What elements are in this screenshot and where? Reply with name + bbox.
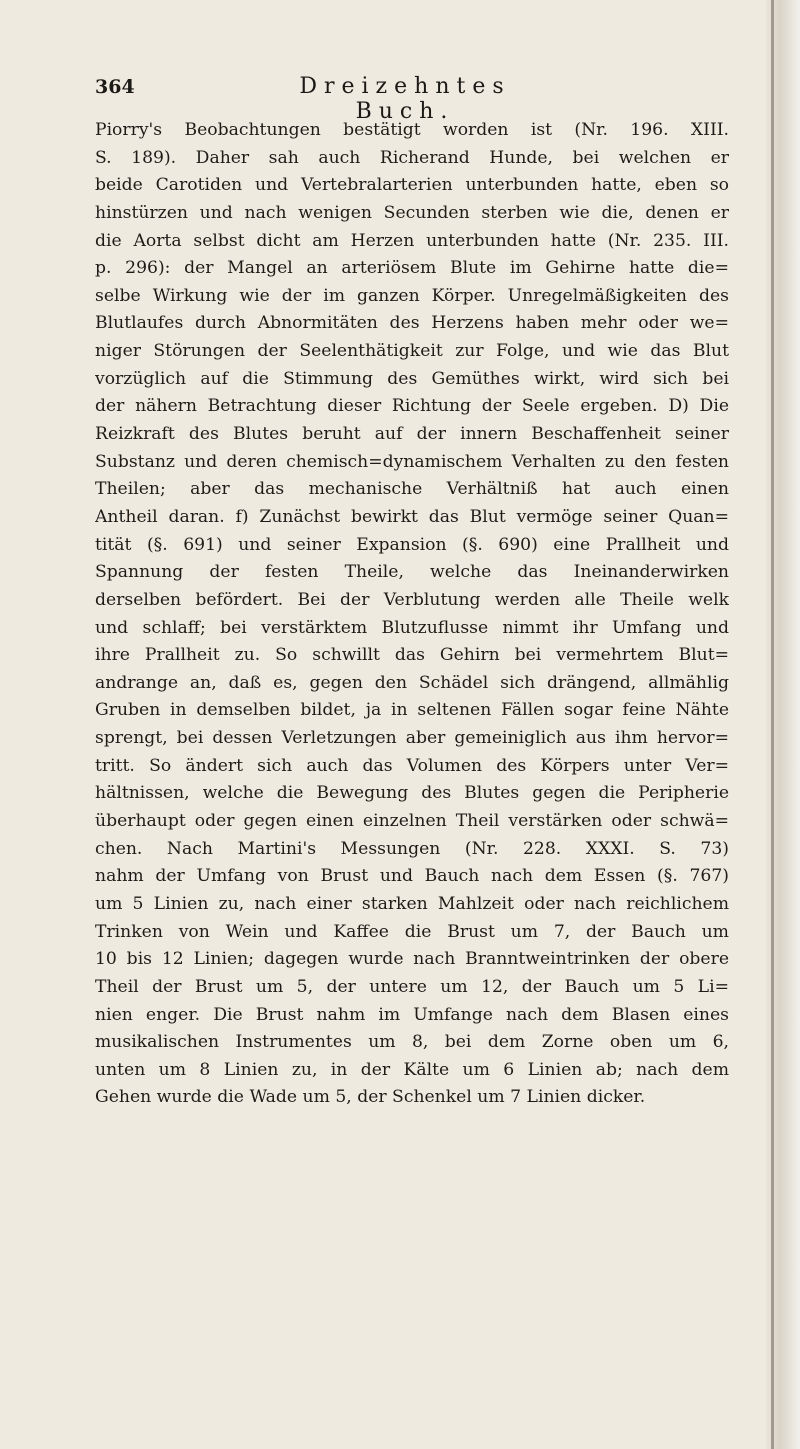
text-line: chen. Nach Martini's Messungen (Nr. 228. XXXI. S. 73)	[95, 838, 729, 859]
text-line: überhaupt oder gegen einen einzelnen Theil verstärken oder schwä=	[95, 811, 729, 832]
text-line: vorzüglich auf die Stimmung des Gemüthes wirkt, wird sich bei	[95, 368, 729, 389]
text-line: Trinken von Wein und Kaffee die Brust um 7, der Bauch um	[95, 921, 729, 942]
text-line: Blutlaufes durch Abnormitäten des Herzens haben mehr oder we=	[95, 313, 729, 334]
text-line: Spannung der festen Theile, welche das Ineinanderwirken	[95, 562, 729, 583]
text-line: musikalischen Instrumentes um 8, bei dem Zorne oben um 6,	[95, 1032, 729, 1053]
text-line: Gehen wurde die Wade um 5, der Schenkel um 7 Linien dicker.	[95, 1087, 646, 1108]
text-line: tität (§. 691) und seiner Expansion (§. 690) eine Prallheit und	[95, 534, 729, 555]
text-line: Theilen; aber das mechanische Verhältniß hat auch einen	[95, 479, 729, 500]
text-line: tritt. So ändert sich auch das Volumen des Körpers unter Ver=	[95, 755, 729, 776]
text-line: andrange an, daß es, gegen den Schädel sich drängend, allmählig	[95, 672, 729, 693]
running-head: Dreizehntes Buch.	[299, 74, 511, 124]
text-line: sprengt, bei dessen Verletzungen aber gemeiniglich aus ihm hervor=	[95, 728, 729, 749]
text-line: Gruben in demselben bildet, ja in seltenen Fällen sogar feine Nähte	[95, 700, 729, 721]
text-line: Piorry's Beobachtungen bestätigt worden ist (Nr. 196. XIII.	[95, 120, 729, 140]
text-line: niger Störungen der Seelenthätigkeit zur Folge, und wie das Blut	[95, 341, 729, 362]
text-line: um 5 Linien zu, nach einer starken Mahlzeit oder nach reichlichem	[95, 893, 729, 914]
text-line: und schlaff; bei verstärktem Blutzuflusse nimmt ihr Umfang und	[95, 617, 729, 638]
text-line: selbe Wirkung wie der im ganzen Körper. Unregelmäßigkeiten des	[95, 285, 729, 306]
text-line: Reizkraft des Blutes beruht auf der innern Beschaffenheit seiner	[95, 424, 729, 445]
body-text	[95, 117, 729, 1112]
text-line: hältnissen, welche die Bewegung des Blutes gegen die Peripherie	[95, 783, 729, 804]
text-line: derselben befördert. Bei der Verblutung werden alle Theile welk	[95, 589, 729, 610]
text-line: Substanz und deren chemisch=dynamischem Verhalten zu den festen	[95, 451, 729, 472]
page-number: 364	[95, 76, 135, 98]
text-line: unten um 8 Linien zu, in der Kälte um 6 Linien ab; nach dem	[95, 1059, 729, 1080]
text-line: 10 bis 12 Linien; dagegen wurde nach Branntweintrinken der obere	[95, 949, 729, 970]
text-line: p. 296): der Mangel an arteriösem Blute im Gehirne hatte die=	[95, 258, 729, 279]
text-line: beide Carotiden und Vertebralarterien unterbunden hatte, eben so	[95, 175, 729, 196]
text-line: nahm der Umfang von Brust und Bauch nach dem Essen (§. 767)	[95, 866, 729, 887]
text-line: Theil der Brust um 5, der untere um 12, der Bauch um 5 Li=	[95, 976, 729, 997]
page-header	[95, 70, 725, 124]
text-line: die Aorta selbst dicht am Herzen unterbunden hatte (Nr. 235. III.	[95, 230, 729, 251]
text-line: Antheil daran. f) Zunächst bewirkt das Blut vermöge seiner Quan=	[95, 506, 729, 527]
text-line: der nähern Betrachtung dieser Richtung der Seele ergeben. D) Die	[95, 396, 729, 417]
text-line: S. 189). Daher sah auch Richerand Hunde, bei welchen er	[95, 147, 729, 168]
text-line: ihre Prallheit zu. So schwillt das Gehirn bei vermehrtem Blut=	[95, 645, 729, 666]
text-line: hinstürzen und nach wenigen Secunden sterben wie die, denen er	[95, 202, 729, 223]
text-line: nien enger. Die Brust nahm im Umfange nach dem Blasen eines	[95, 1004, 729, 1025]
page-edge-line	[771, 0, 774, 1449]
